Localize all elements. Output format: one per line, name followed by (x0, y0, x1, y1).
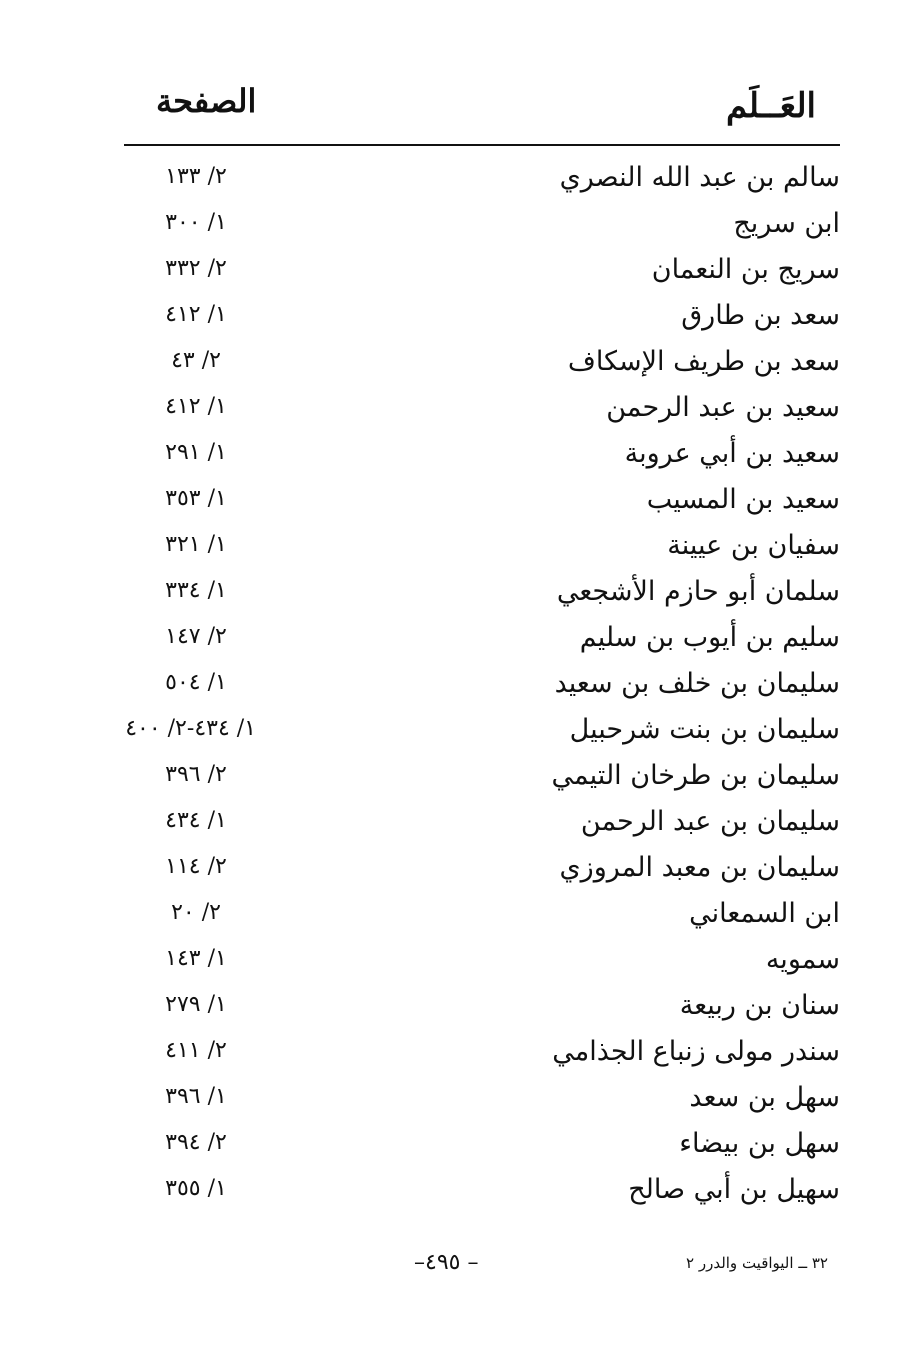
entry-name: سليم بن أيوب بن سليم (579, 622, 840, 653)
page-column-heading: الصفحة (156, 82, 257, 120)
index-row (124, 1078, 840, 1124)
entry-page-ref: ١/ ٤٣٤ (165, 808, 227, 833)
entry-page-ref: ٢/ ٤٣ (171, 348, 221, 373)
index-row (124, 986, 840, 1032)
index-row (124, 158, 840, 204)
entry-page-ref: ١/ ٣٢١ (165, 532, 227, 557)
entry-page-ref: ١/ ٢٩١ (165, 440, 227, 465)
entry-name: سالم بن عبد الله النصري (559, 162, 840, 193)
entry-page-ref: ١/ ٣٥٥ (165, 1176, 227, 1201)
page-footer (124, 1250, 840, 1280)
entry-page-ref: ٢/ ٣٩٤ (165, 1130, 227, 1155)
entry-name: سهل بن بيضاء (679, 1128, 840, 1159)
name-column-heading: العَــلَم (725, 86, 816, 126)
index-row (124, 756, 840, 802)
index-row (124, 1124, 840, 1170)
index-row (124, 1170, 840, 1216)
entry-name: سفيان بن عيينة (667, 530, 840, 561)
entry-page-ref: ٢/ ٣٣٢ (165, 256, 227, 281)
entry-name: سهل بن سعد (689, 1082, 840, 1113)
index-row (124, 342, 840, 388)
entry-name: سندر مولى زنباع الجذامي (552, 1036, 840, 1067)
index-row (124, 572, 840, 618)
index-row (124, 802, 840, 848)
entry-name: سعيد بن عبد الرحمن (606, 392, 840, 423)
entry-name: سعد بن طارق (681, 300, 840, 331)
index-row (124, 204, 840, 250)
entry-name: سعيد بن المسيب (646, 484, 840, 515)
entry-page-ref: ١/ ٣٩٦ (165, 1084, 227, 1109)
signature-mark: ٣٢ ــ اليواقيت والدرر ٢ (686, 1254, 828, 1272)
index-row (124, 296, 840, 342)
entry-page-ref: ٢/ ١٤٧ (165, 624, 227, 649)
index-row (124, 526, 840, 572)
entry-name: سريج بن النعمان (651, 254, 840, 285)
index-row (124, 1032, 840, 1078)
entry-page-ref: ٢/ ١٣٣ (165, 164, 227, 189)
entry-name: سليمان بن بنت شرحبيل (569, 714, 840, 745)
entry-name: سليمان بن خلف بن سعيد (554, 668, 840, 699)
entry-page-ref: ٢/ ١١٤ (165, 854, 227, 879)
entry-page-ref: ٢/ ٣٩٦ (165, 762, 227, 787)
entry-name: سعد بن طريف الإسكاف (567, 346, 840, 377)
entry-page-ref: ٢/ ٢٠ (171, 900, 221, 925)
entry-name: سعيد بن أبي عروبة (624, 438, 840, 469)
entry-name: سليمان بن عبد الرحمن (580, 806, 840, 837)
entry-name: سهيل بن أبي صالح (628, 1174, 840, 1205)
index-row (124, 434, 840, 480)
entry-page-ref: ١/ ٥٠٤ (165, 670, 227, 695)
index-row (124, 388, 840, 434)
index-entries (124, 158, 840, 1216)
index-row (124, 710, 840, 756)
index-row (124, 250, 840, 296)
entry-name: سلمان أبو حازم الأشجعي (556, 576, 840, 607)
entry-page-ref: ٢/ ٤١١ (165, 1038, 227, 1063)
index-row (124, 940, 840, 986)
entry-page-ref: ١/ ٣٠٠ (165, 210, 227, 235)
entry-page-ref: ١/ ١٤٣ (165, 946, 227, 971)
entry-name: سمويه (765, 944, 840, 975)
entry-name: سليمان بن معبد المروزي (559, 852, 840, 883)
index-row (124, 894, 840, 940)
entry-page-ref: ١/ ٤١٢ (165, 394, 227, 419)
entry-name: سنان بن ربيعة (679, 990, 840, 1021)
entry-page-ref: ١/ ٢٧٩ (165, 992, 227, 1017)
entry-page-ref: ١/ ٣٥٣ (165, 486, 227, 511)
entry-page-ref: ١/ ٤٣٤-٢/ ٤٠٠ (125, 716, 256, 741)
index-row (124, 664, 840, 710)
entry-name: سليمان بن طرخان التيمي (551, 760, 840, 791)
page-number: – ٤٩٥– (414, 1250, 479, 1275)
table-header (124, 80, 840, 146)
index-row (124, 848, 840, 894)
index-row (124, 618, 840, 664)
index-row (124, 480, 840, 526)
entry-page-ref: ١/ ٤١٢ (165, 302, 227, 327)
entry-name: ابن سريج (733, 208, 840, 239)
entry-name: ابن السمعاني (689, 898, 840, 929)
entry-page-ref: ١/ ٣٣٤ (165, 578, 227, 603)
